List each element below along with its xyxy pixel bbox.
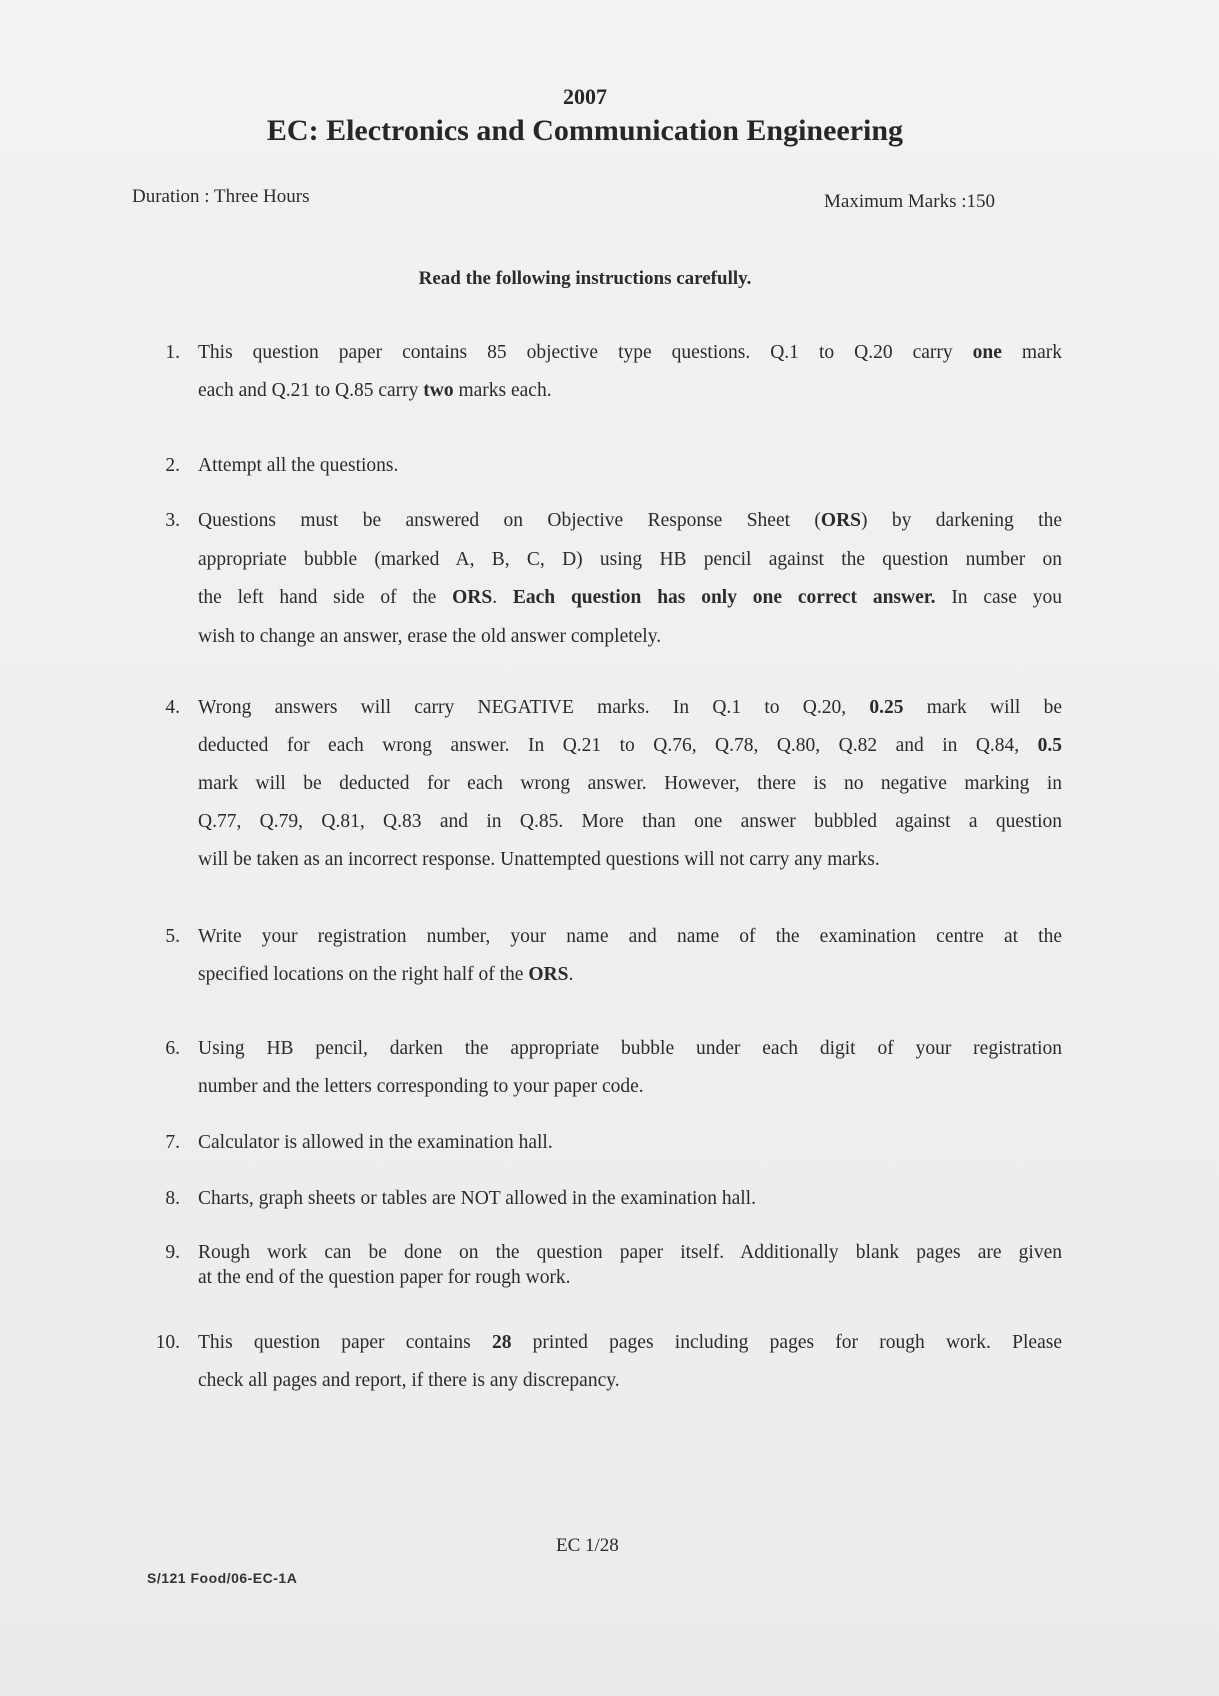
emphasis-text: 28: [491, 1332, 512, 1353]
emphasis-text: one: [972, 342, 1002, 363]
instruction-line: Questions must be answered on Objective Response Sheet (ORS) by darkening the: [198, 510, 1062, 531]
instruction-text: [198, 1180, 1062, 1218]
instruction-line: Q.77, Q.79, Q.81, Q.83 and in Q.85. More than one answer bubbled against a question: [198, 811, 1062, 832]
instruction-line: will be taken as an incorrect response. Unattempted questions will not carry any marks.: [198, 849, 880, 870]
instruction-number: 3.: [165, 510, 180, 531]
instruction-text: [198, 918, 1062, 994]
exam-title: EC: Electronics and Communication Engineering: [266, 114, 904, 147]
instruction-line: Using HB pencil, darken the appropriate bubble under each digit of your registration: [198, 1038, 1062, 1059]
instruction-line: Charts, graph sheets or tables are NOT allowed in the examination hall.: [198, 1188, 756, 1209]
instruction-line: Attempt all the questions.: [198, 455, 399, 476]
emphasis-text: two: [423, 380, 454, 401]
instruction-text: [198, 334, 1062, 410]
instruction-text: [198, 1240, 1062, 1290]
instruction-line: at the end of the question paper for rough work.: [198, 1267, 571, 1288]
page-number: EC 1/28: [556, 1535, 619, 1556]
print-code: S/121 Food/06-EC-1A: [147, 1570, 298, 1586]
instruction-line: This question paper contains 85 objective type questions. Q.1 to Q.20 carry one mark: [198, 342, 1063, 363]
instruction-number: 9.: [165, 1242, 180, 1263]
emphasis-text: Each question has only one correct answer.: [512, 587, 936, 608]
maximum-marks: Maximum Marks :150: [824, 191, 995, 212]
instruction-text: [198, 447, 1062, 485]
instruction-line: Rough work can be done on the question paper itself. Additionally blank pages are given: [198, 1242, 1062, 1263]
instruction-number: 6.: [165, 1038, 180, 1059]
instruction-number: 4.: [165, 697, 180, 718]
emphasis-text: ORS: [528, 964, 569, 985]
instruction-number: 8.: [165, 1188, 180, 1209]
instruction-line: specified locations on the right half of the ORS.: [198, 964, 574, 985]
emphasis-text: 0.5: [1037, 735, 1062, 756]
instruction-line: mark will be deducted for each wrong answer. However, there is no negative marking in: [198, 773, 1062, 794]
instruction-text: [198, 1030, 1062, 1106]
emphasis-text: ORS: [452, 587, 493, 608]
instruction-line: appropriate bubble (marked A, B, C, D) using HB pencil against the question number on: [198, 548, 1062, 570]
instruction-line: Calculator is allowed in the examination hall.: [198, 1132, 553, 1153]
instructions-heading: Read the following instructions carefully.: [418, 268, 752, 289]
instruction-number: 10.: [155, 1332, 180, 1353]
instruction-line: deducted for each wrong answer. In Q.21 to Q.76, Q.78, Q.80, Q.82 and in Q.84, 0.5: [198, 735, 1062, 756]
instruction-text: [198, 502, 1062, 656]
instruction-line: wish to change an answer, erase the old answer completely.: [198, 625, 662, 647]
emphasis-text: 0.25: [869, 697, 904, 718]
instruction-text: [198, 1124, 1062, 1162]
emphasis-text: ORS: [820, 510, 862, 531]
instruction-line: number and the letters corresponding to your paper code.: [198, 1076, 644, 1097]
instruction-line: the left hand side of the ORS. Each question has only one correct answer. In case you: [198, 587, 1062, 608]
exam-duration: Duration : Three Hours: [132, 186, 310, 207]
exam-year: 2007: [563, 84, 607, 109]
instruction-text: [198, 1324, 1062, 1400]
instruction-number: 2.: [165, 455, 180, 476]
instruction-text: [198, 689, 1062, 879]
instruction-line: Write your registration number, your name and name of the examination centre at the: [198, 926, 1062, 947]
instruction-number: 1.: [165, 342, 180, 363]
instruction-line: Wrong answers will carry NEGATIVE marks. In Q.1 to Q.20, 0.25 mark will be: [198, 697, 1062, 718]
instruction-number: 5.: [165, 926, 180, 947]
instruction-line: check all pages and report, if there is any discrepancy.: [198, 1370, 620, 1391]
instruction-line: each and Q.21 to Q.85 carry two marks each.: [198, 380, 552, 401]
instruction-number: 7.: [165, 1132, 180, 1153]
instruction-line: This question paper contains 28 printed pages including pages for rough work. Please: [198, 1332, 1062, 1353]
